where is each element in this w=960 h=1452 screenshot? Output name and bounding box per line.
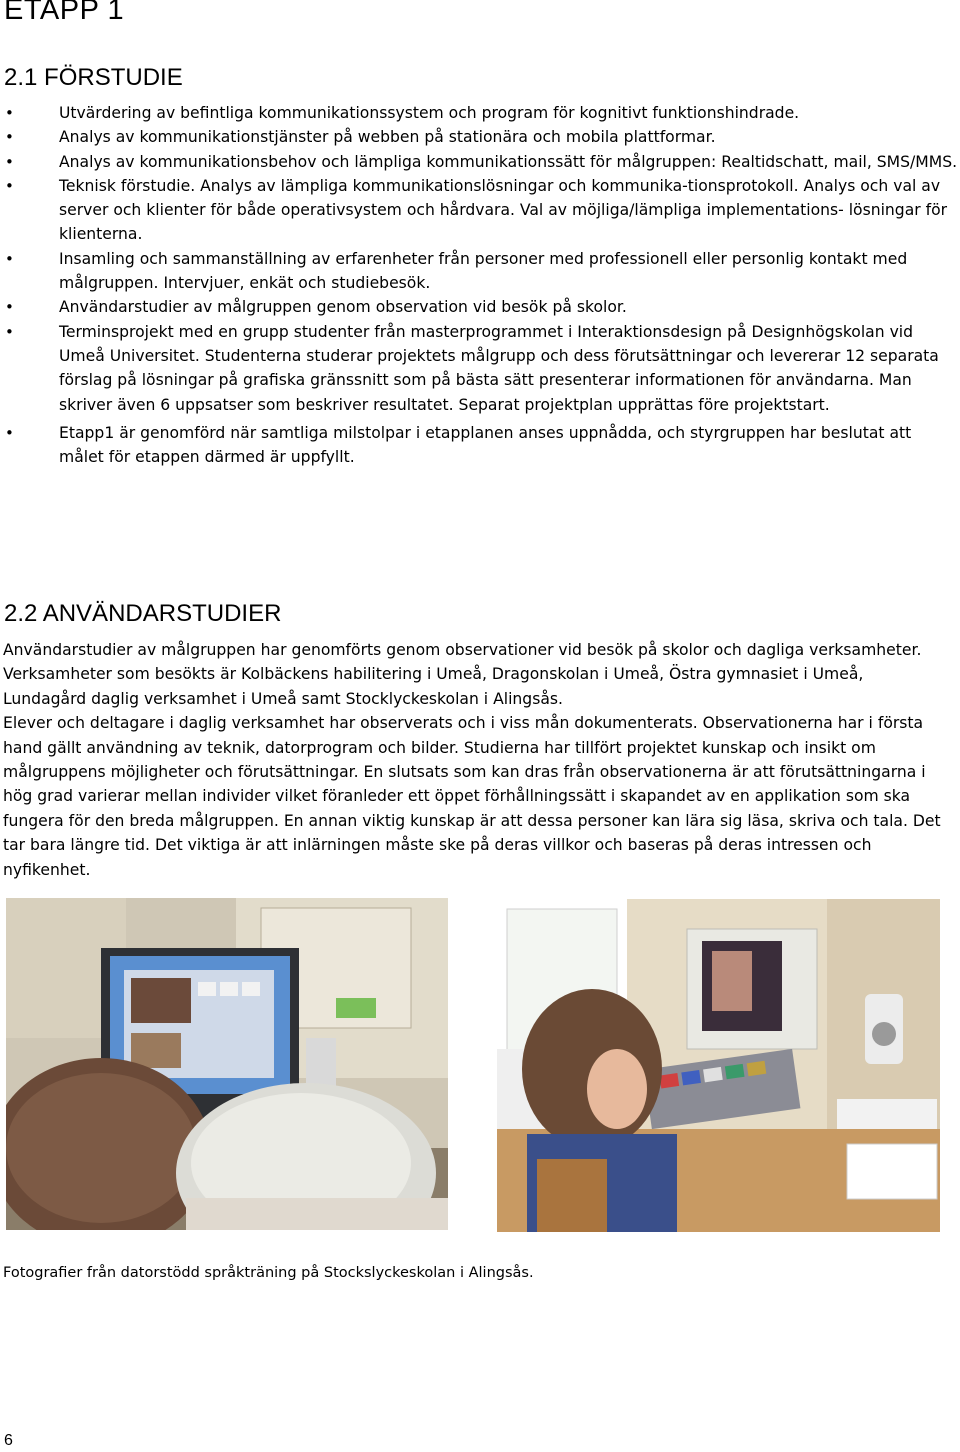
list-item: [0, 421, 960, 470]
forstudie-bullet-list: [0, 101, 960, 469]
paragraph-line: Lundagård daglig verksamhet i Umeå samt Stocklyckeskolan i Alingsås.: [3, 689, 563, 708]
list-item: [0, 101, 960, 125]
list-item: [0, 125, 960, 149]
paragraph-line: fungera för den breda målgruppen. En annan viktig kunskap är att dessa personer kan lära sig läsa, skriva och tala. Det: [3, 811, 941, 830]
section-heading-anvandarstudier: 2.2 ANVÄNDARSTUDIER: [4, 600, 282, 627]
bullet-icon: •: [5, 249, 14, 268]
photo-caption: Fotografier från datorstödd språkträning på Stockslyckeskolan i Alingsås.: [3, 1265, 534, 1281]
paragraph-line: hög grad varierar mellan individer vilket föranleder ett öppet förhållningssätt i skapandet av en applikation som ska: [3, 787, 911, 806]
bullet-icon: •: [5, 104, 14, 122]
bullet-icon: •: [5, 152, 14, 171]
paragraph-line: Elever och deltagare i daglig verksamhet har observerats och i viss mån dokumenterats. Observationerna har i första: [3, 714, 924, 733]
photo-left-illustration: [6, 898, 448, 1230]
page-number: 6: [4, 1432, 13, 1449]
photo-boy-at-computer: [497, 899, 940, 1232]
list-item-text: Analys av kommunikationstjänster på webben på stationära och mobila plattformar.: [59, 128, 716, 147]
list-item-text: Utvärdering av befintliga kommunikationssystem och program för kognitivt funktionshindrade.: [59, 104, 800, 122]
anvandarstudier-paragraph: [3, 638, 960, 882]
list-item: [0, 150, 960, 174]
paragraph-line: nyfikenhet.: [3, 860, 91, 879]
paragraph-line: hand gällt användning av teknik, datorprogram och bilder. Studierna har tillfört projektet kunskap och insikt om: [3, 738, 876, 757]
bullet-icon: •: [5, 176, 14, 195]
list-item-text: Teknisk förstudie. Analys av lämpliga kommunikationslösningar och kommunika-tionsprotokoll. Analys och val av server och klienter för både operativsystem och hårdvara. Val av möjliga/lämpliga implementations- lösningar för klienterna.: [59, 176, 948, 244]
bullet-icon: •: [5, 128, 14, 147]
list-item-text: Etapp1 är genomförd när samtliga milstolpar i etapplanen anses uppnådda, och styrgruppen har beslutat att målet för etappen därmed är uppfyllt.: [59, 423, 912, 467]
page-title: ETAPP 1: [4, 0, 125, 26]
list-item: [0, 295, 960, 319]
photo-students-at-computer: [6, 898, 448, 1230]
list-item-text: Insamling och sammanställning av erfarenheter från personer med professionell eller personlig kontakt med målgruppen. Intervjuer, enkät och studiebesök.: [59, 249, 908, 293]
section-heading-forstudie: 2.1 FÖRSTUDIE: [4, 64, 183, 91]
list-item: [0, 174, 960, 247]
paragraph-line: Verksamheter som besökts är Kolbäckens habilitering i Umeå, Dragonskolan i Umeå, Östra gymnasiet i Umeå,: [3, 665, 864, 684]
paragraph-line: tar bara längre tid. Det viktiga är att inlärningen måste ske på deras villkor och baseras på deras intressen och: [3, 836, 872, 855]
paragraph-line: målgruppens möjligheter och förutsättningar. En slutsats som kan dras från observationerna är att förutsättningarna i: [3, 763, 926, 782]
bullet-icon: •: [5, 322, 14, 341]
list-item: [0, 320, 960, 417]
list-item-text: Analys av kommunikationsbehov och lämpliga kommunikationssätt för målgruppen: Realtidschatt, mail, SMS/MMS.: [59, 152, 958, 171]
paragraph-line: Användarstudier av målgruppen har genomförts genom observationer vid besök på skolor och dagliga verksamheter.: [3, 641, 922, 659]
bullet-icon: •: [5, 423, 14, 442]
list-item: [0, 247, 960, 296]
list-item-text: Användarstudier av målgruppen genom observation vid besök på skolor.: [59, 298, 627, 317]
list-item-text: Terminsprojekt med en grupp studenter från masterprogrammet i Interaktionsdesign på Designhögskolan vid Umeå Universitet. Studenterna studerar projektets målgrupp och dess förutsättningar och levererar 12 separata förslag på lösningar på grafiska gränssnitt som på bästa sätt presenterar informationen för användarna. Man skriver även 6 uppsatser som beskriver resultatet. Separat projektplan upprättas före projektstart.: [59, 322, 939, 414]
photo-right-illustration: [497, 899, 940, 1232]
bullet-icon: •: [5, 298, 14, 317]
